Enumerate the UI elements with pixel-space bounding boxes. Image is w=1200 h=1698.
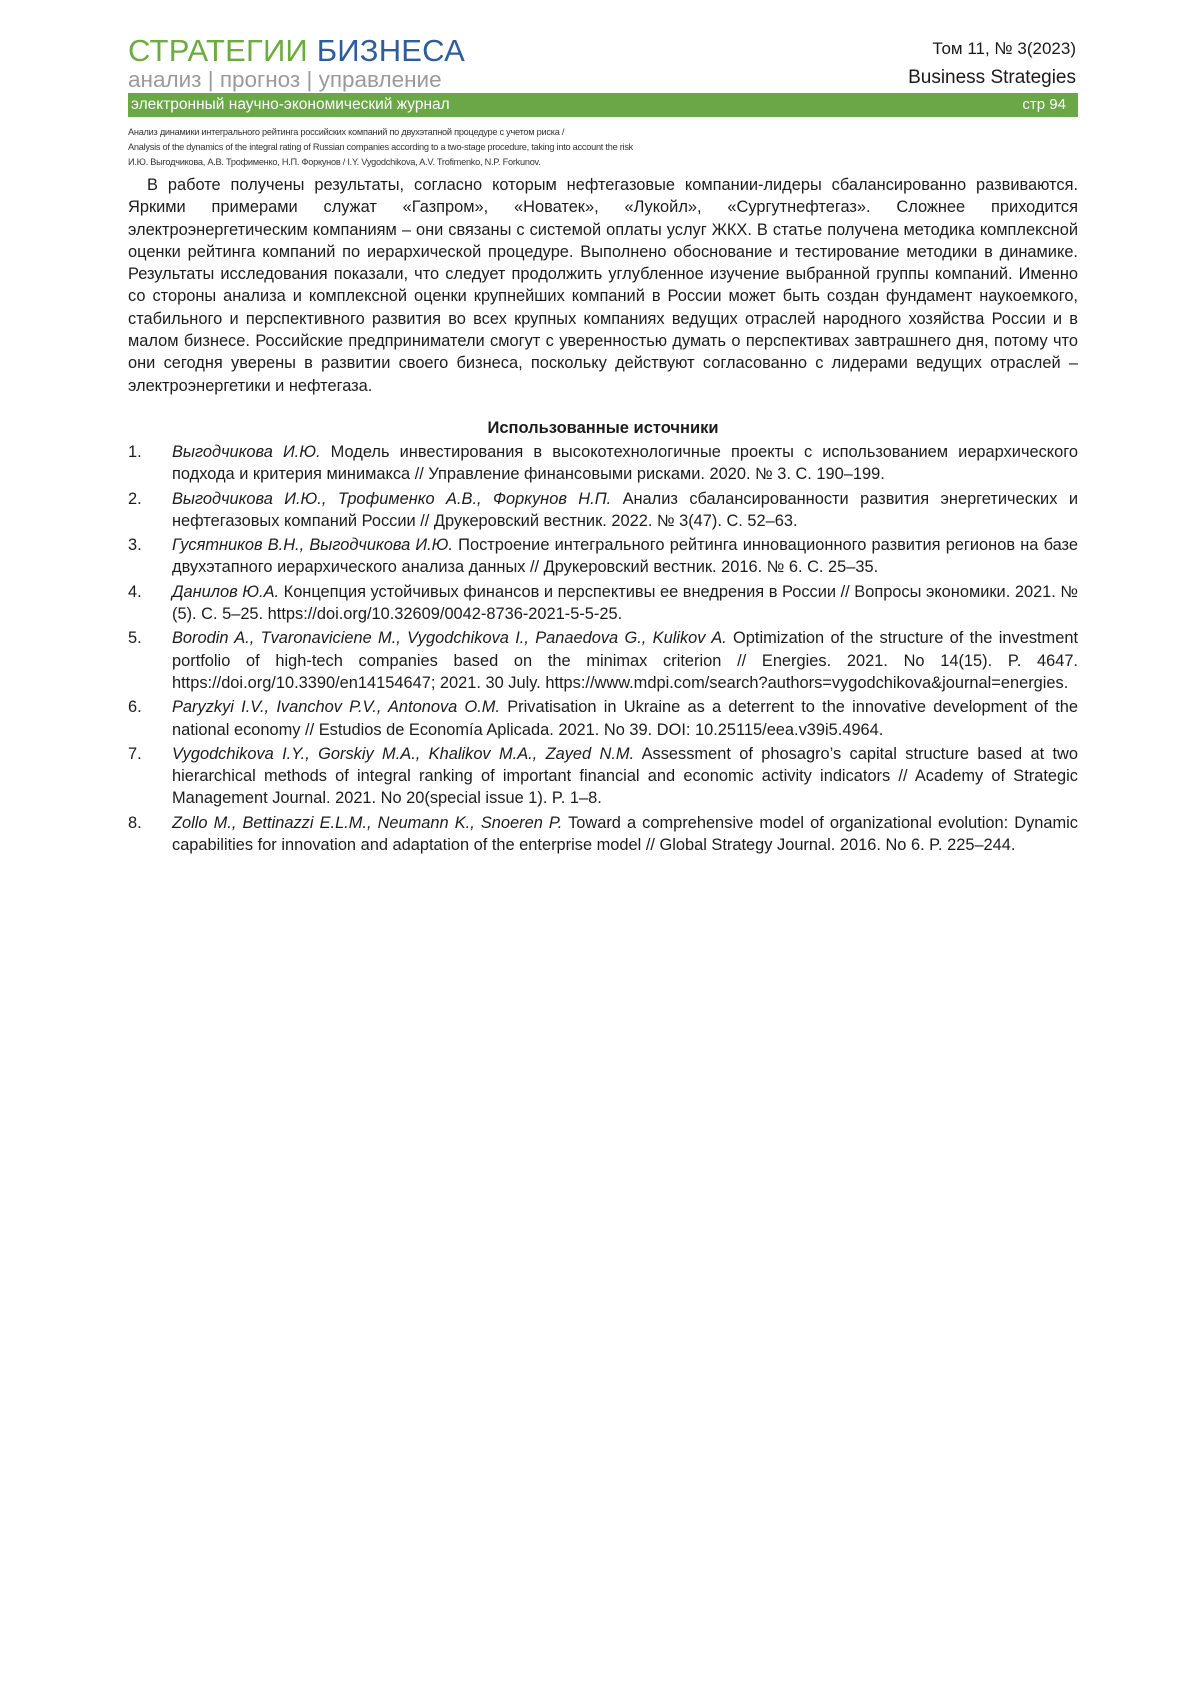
- reference-authors: Гусятников В.Н., Выгодчикова И.Ю.: [172, 536, 453, 554]
- references-list: [128, 441, 1078, 856]
- page-number: стр 94: [1022, 95, 1066, 115]
- reference-text: Анализ сбалансированности развития энергетических и нефтегазовых компаний России // Друкеровский вестник. 2022. № 3(47). С. 52–63.: [172, 490, 1078, 530]
- reference-number: 1.: [128, 441, 142, 463]
- journal-title-word-2: БИЗНЕСА: [317, 33, 465, 68]
- reference-number: 5.: [128, 627, 142, 649]
- journal-logo: [128, 34, 465, 92]
- reference-authors: Vygodchikova I.Y., Gorskiy M.A., Khalikov M.A., Zayed N.M.: [172, 745, 634, 763]
- reference-number: 3.: [128, 534, 142, 556]
- reference-number: 7.: [128, 743, 142, 765]
- reference-text: Privatisation in Ukraine as a deterrent to the innovative development of the national economy // Estudios de Economía Aplicada. 2021. No 39. DOI: 10.25115/eea.v39i5.4964.: [172, 698, 1078, 738]
- journal-title: [128, 34, 465, 68]
- reference-item: [128, 812, 1078, 857]
- header-bar: [128, 93, 1078, 117]
- journal-name-en: Business Strategies: [908, 66, 1076, 90]
- reference-number: 2.: [128, 488, 142, 510]
- reference-authors: Borodin A., Tvaronaviciene M., Vygodchikova I., Panaedova G., Kulikov A.: [172, 629, 727, 647]
- issue-volume: Том 11, № 3(2023): [908, 38, 1076, 60]
- reference-item: [128, 534, 1078, 579]
- references-heading: Использованные источники: [128, 417, 1078, 439]
- article-body: [128, 174, 1078, 856]
- reference-item: [128, 696, 1078, 741]
- reference-authors: Выгодчикова И.Ю.: [172, 443, 321, 461]
- journal-type: электронный научно-экономический журнал: [131, 95, 450, 115]
- reference-item: [128, 441, 1078, 486]
- issue-info: [908, 38, 1076, 90]
- reference-text: Модель инвестирования в высокотехнологичные проекты с использованием иерархического подхода и критерия минимакса // Управление финансовыми рисками. 2020. № 3. С. 190–199.: [172, 443, 1078, 483]
- reference-authors: Данилов Ю.А.: [172, 583, 279, 601]
- reference-item: [128, 581, 1078, 626]
- conclusion-paragraph: В работе получены результаты, согласно которым нефтегазовые компании-лидеры сбалансированно развиваются. Яркими примерами служат «Газпром», «Новатек», «Лукойл», «Сургутнефтегаз». Сложнее приходится электроэнергетическим компаниям – они связаны с системой оплаты услуг ЖКХ. В статье получена методика комплексной оценки рейтинга компаний по иерархической процедуре. Выполнено обоснование и тестирование методики в динамике. Результаты исследования показали, что следует продолжить углубленное изучение выбранной группы компаний. Именно со стороны анализа и комплексной оценки крупнейших компаний в России может быть создан фундамент наукоемкого, стабильного и перспективного развития во всех крупных компаниях ведущих отраслей народного хозяйства России и в малом бизнесе. Российские предприниматели смогут с уверенностью думать о перспективах завтрашнего дня, потому что они сегодня уверены в развитии своего бизнеса, поскольку действуют согласованно с лидерами ведущих отраслей – электроэнергетики и нефтегаза.: [128, 174, 1078, 397]
- reference-item: [128, 743, 1078, 810]
- journal-header: [128, 34, 1078, 120]
- reference-item: [128, 627, 1078, 694]
- reference-text: Построение интегрального рейтинга инновационного развития регионов на базе двухэтапного иерархического анализа данных // Друкеровский вестник. 2016. № 6. С. 25–35.: [172, 536, 1078, 576]
- page: [128, 34, 1078, 858]
- reference-number: 4.: [128, 581, 142, 603]
- reference-text: Assessment of phosagro’s capital structure based at two hierarchical methods of integral ranking of important financial and economic activity indicators // Academy of Strategic Management Journal. 2021. No 20(special issue 1). P. 1–8.: [172, 745, 1078, 808]
- reference-authors: Zollo M., Bettinazzi E.L.M., Neumann K., Snoeren P.: [172, 814, 562, 832]
- article-authors: И.Ю. Выгодчикова, А.В. Трофименко, Н.П. Форкунов / I.Y. Vygodchikova, A.V. Trofimenko, N.P. Forkunov.: [128, 155, 1078, 170]
- article-title-ru: Анализ динамики интегрального рейтинга российских компаний по двухэтапной процедуре с учетом риска /: [128, 125, 1078, 140]
- reference-text: Toward a comprehensive model of organizational evolution: Dynamic capabilities for innovation and adaptation of the enterprise model // Global Strategy Journal. 2016. No 6. P. 225–244.: [172, 814, 1078, 854]
- reference-number: 8.: [128, 812, 142, 834]
- journal-tagline: анализ | прогноз | управление: [128, 68, 465, 92]
- reference-item: [128, 488, 1078, 533]
- reference-text: Концепция устойчивых финансов и перспективы ее внедрения в России // Вопросы экономики. 2021. № (5). С. 5–25. https://doi.org/10.32609/0042-8736-2021-5-5-25.: [172, 583, 1078, 623]
- reference-text: Optimization of the structure of the investment portfolio of high-tech companies based on the minimax criterion // Energies. 2021. No 14(15). P. 4647. https://doi.org/10.3390/en14154647; 2021. 30 July. https://www.mdpi.com/search?authors=vygodchikova&journal=energies.: [172, 629, 1078, 692]
- journal-title-word-1: СТРАТЕГИИ: [128, 33, 308, 68]
- article-title-en: Analysis of the dynamics of the integral rating of Russian companies according to a two-stage procedure, taking into account the risk: [128, 140, 1078, 155]
- reference-number: 6.: [128, 696, 142, 718]
- article-running-head: [128, 125, 1078, 170]
- reference-authors: Paryzkyi I.V., Ivanchov P.V., Antonova O.M.: [172, 698, 500, 716]
- reference-authors: Выгодчикова И.Ю., Трофименко А.В., Форкунов Н.П.: [172, 490, 611, 508]
